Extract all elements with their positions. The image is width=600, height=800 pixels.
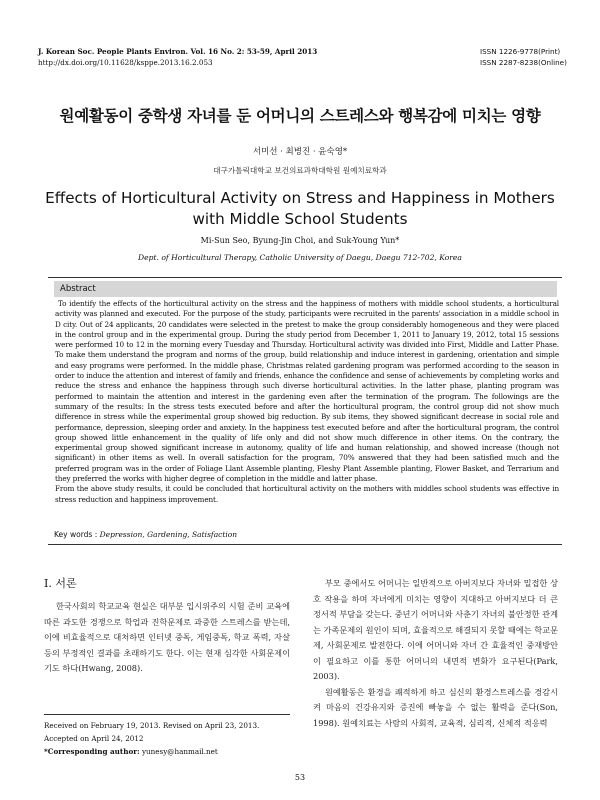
- footnote-divider: [44, 714, 290, 715]
- right-paragraph-1: 부모 중에서도 어머니는 일반적으로 아버지보다 자녀와 밀접한 상호 작용을 하며 자녀에게 미치는 영향이 지대하고 아버지보다 더 큰 정서적 부담을 갖는다. 중년기 어머니와 사춘기 자녀의 불안정한 관계는 가족문제의 원인이 되며, 효율적으로 해결되지 못할 때에는 학교문제, 사회문제로 발전한다. 이에 어머니와 자녀 간 효율적인 중재방안이 필요하고 이를 통한 어머니의 내면적 변화가 요구된다(Park, 2003).: [313, 578, 558, 681]
- english-authors: Mi-Sun Seo, Byung-Jin Choi, and Suk-Young Yun*: [200, 236, 400, 245]
- right-column: [313, 576, 558, 731]
- doi-line[interactable]: http://dx.doi.org/10.11628/ksppe.2013.16.2.053: [38, 58, 213, 67]
- page-number: 53: [294, 773, 306, 782]
- korean-title: 원예활동이 중학생 자녀를 둔 어머니의 스트레스와 행복감에 미치는 영향: [59, 106, 541, 125]
- right-paragraph-2: 원예활동은 환경을 쾌적하게 하고 심신의 환경스트레스를 경감시켜 마음의 건강유지와 증진에 빠놓을 수 없는 활력을 준다(Son, 1998). 원예치료는 사람의 사회적, 교육적, 심리적, 신체적 적응력: [313, 686, 558, 728]
- left-paragraph: 한국사회의 학교교육 현실은 대부분 입시위주의 시험 준비 교육에 따른 과도한 경쟁으로 학업과 진학문제로 과중한 스트레스를 받는데, 이에 비효율적으로 대처하면 인터넷 중독, 게임중독, 학교 폭력, 자살 등의 부정적인 결과를 초래하기도 한다. 이는 현재 심각한 사회문제이기도 하다(Hwang, 2008).: [44, 601, 290, 673]
- english-affiliation: Dept. of Horticultural Therapy, Catholic University of Daegu, Daegu 712-702, Korea: [138, 253, 462, 262]
- issn-block: [480, 46, 567, 68]
- keywords: [54, 530, 237, 539]
- issn-print: ISSN 1226-9778(Print): [480, 47, 561, 56]
- keywords-value: Depression, Gardening, Satisfaction: [99, 530, 238, 539]
- section-heading-introduction: Ⅰ. 서론: [44, 577, 77, 590]
- accepted-line: Accepted on April 24, 2012: [44, 734, 144, 743]
- korean-affiliation: 대구가톨릭대학교 보건의료과학대학원 원예치료학과: [213, 166, 387, 175]
- footnote: [44, 719, 259, 758]
- abstract-body: [55, 299, 559, 505]
- abstract-heading: Abstract: [54, 281, 557, 297]
- abstract-box: [48, 277, 562, 545]
- corresponding-author-line: [44, 745, 259, 758]
- left-column: [44, 599, 290, 677]
- english-title: Effects of Horticultural Activity on Stress and Happiness in Mothers with Middle School Students: [45, 189, 555, 228]
- keywords-label: Key words :: [54, 530, 98, 539]
- abstract-paragraph-1: To identify the effects of the horticultural activity on the stress and the happiness of mothers with middle school students, a horticultural activity was planned and executed. For the purpose of the study, participants were recruited in the parents' association in a middle school in D city. Out of 24 applicants, 20 candidates were selected in the pretest to make the group considerably homogeneous and they were placed in the control group and in the experimental group. During the study period from December 1, 2011 to January 19, 2012, total 15 sessions were performed 10 to 12 in the morning every Tuesday and Thursday. Horticultural activity was divided into First, Middle and Latter Phase. To make them understand the program and norms of the group, build relationship and induce interest in gardening, orientation and simple and easy programs were performed. In the middle phase, Christmas related gardening program was performed according to the season in order to induce the attention and interest of family and friends, enhance the confidence and sense of achievements by completing works and reduce the stress and enhance the happiness through such diverse horticultural activities. In the latter phase, planting program was performed to maintain the attention and interest in the gardening even after the termination of the program. The followings are the summary of the results: In the stress tests executed before and after the horticultural program, the control group did not show much difference in stress while the experimental group showed big reduction. By sub items, they showed significant decrease in social role and performance, depression, sleeping order and anxiety. In the happiness test executed before and after the horticultural program, the control group showed little enhancement in the quality of life only and did not show much difference in other items. On the contrary, the experimental group showed significant increase in autonomy, quality of life and human relationship, and showed increase (though not significant) in other items as well. In overall satisfaction for the program, 70% answered that they had been satisfied much and the preferred program was in the order of Foliage Llant Assemble planting, Fleshy Plant Assemble planting, Flower Basket, and Terrarium and they preferred the works with higher degree of completion in the middle and latter phase.: [55, 299, 559, 484]
- corresponding-email[interactable]: yunesy@hanmail.net: [141, 747, 218, 756]
- issn-online: ISSN 2287-8238(Online): [480, 58, 567, 67]
- received-line: Received on February 19, 2013. Revised on April 23, 2013.: [44, 721, 260, 730]
- abstract-paragraph-2: From the above study results, it could be concluded that horticultural activity on the mothers with middles school students was effective in stress reduction and happiness improvement.: [55, 484, 559, 504]
- journal-header: [38, 46, 317, 68]
- korean-authors: 서미선 · 최병진 · 윤숙영*: [252, 147, 348, 157]
- corresponding-label: *Corresponding author:: [44, 747, 140, 756]
- journal-line: J. Korean Soc. People Plants Environ. Vol. 16 No. 2: 53-59, April 2013: [38, 47, 318, 56]
